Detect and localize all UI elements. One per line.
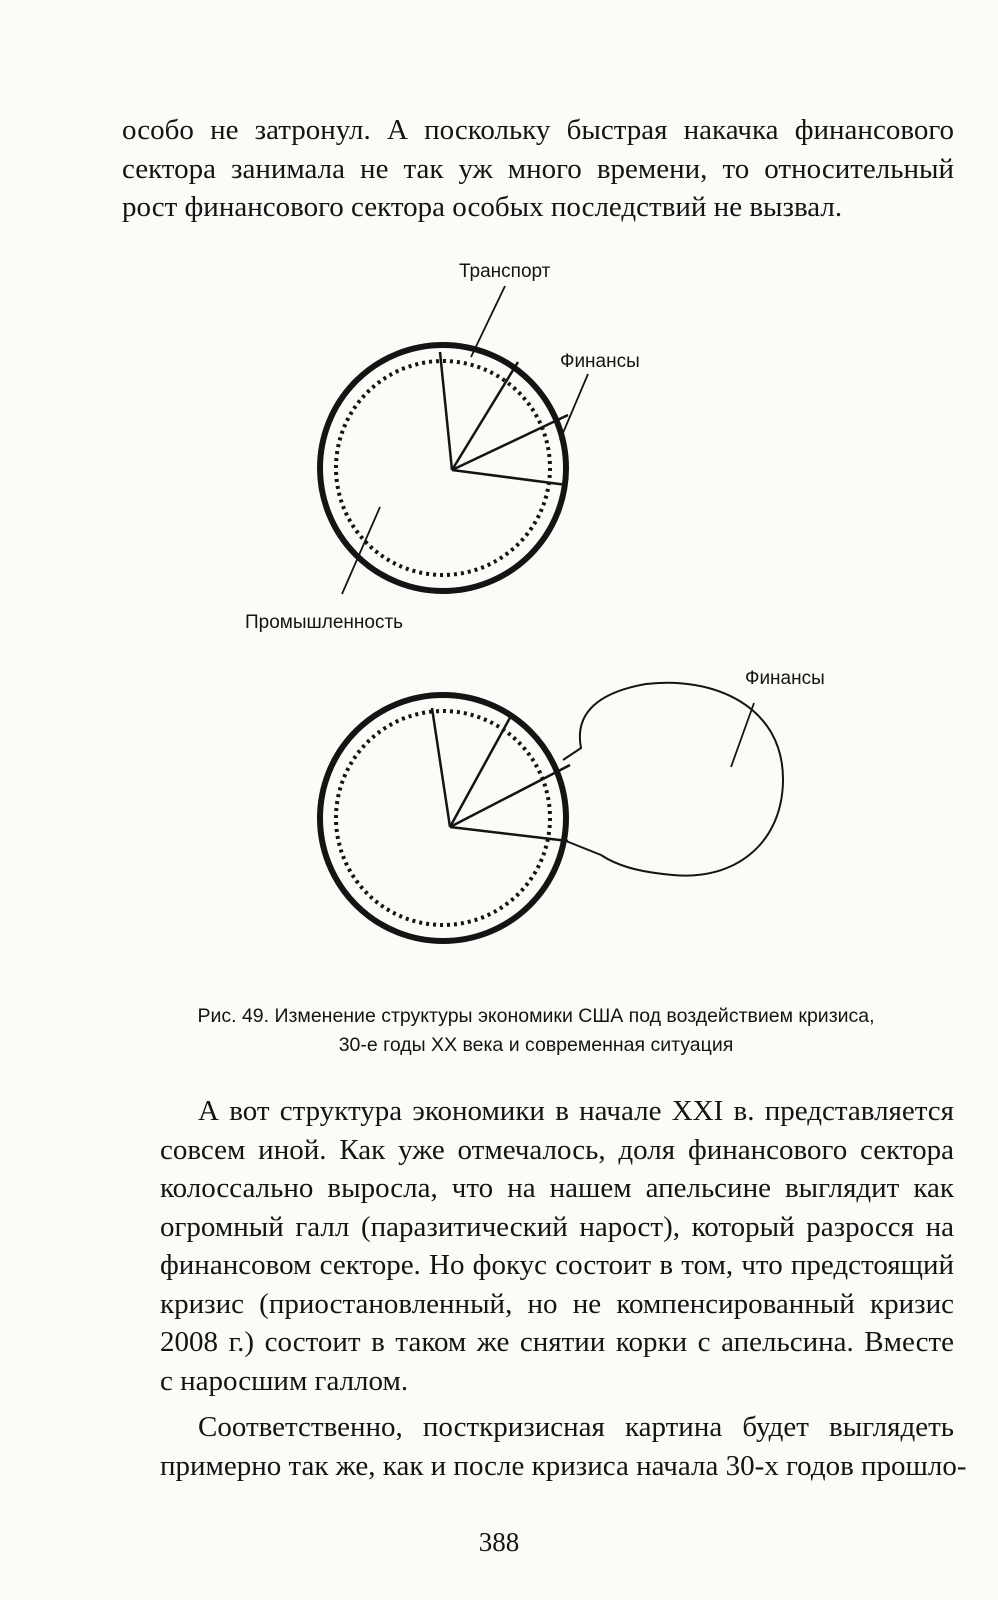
text-line: А вот структура экономики в начале XXI в. представляется [198,1095,954,1127]
text-line: колоссально выросла, что на нашем апельсине выглядит как [160,1172,954,1204]
text-line: финансовом секторе. Но фокус состоит в том, что предстоящий [160,1249,954,1281]
text-line: особо не затронул. А поскольку быстрая накачка финансового [122,114,954,146]
text-line: рост финансового сектора особых последствий не вызвал. [122,191,843,223]
text-line: кризис (приостановленный, но не компенсированный кризис [160,1287,954,1320]
figure-caption [120,1002,952,1060]
text-line: огромный галл (паразитический нарост), который разросся на [160,1210,954,1243]
leader-finance [560,374,588,440]
caption-line: 30-е годы XX века и современная ситуация [338,1034,734,1056]
paragraph-2 [122,1408,967,1485]
diagram-1930s [320,286,588,594]
label-industry: Промышленность [245,612,404,633]
text-line: Соответственно, посткризисная картина будет выглядеть [198,1411,954,1443]
caption-line: Рис. 49. Изменение структуры экономики США под воздействием кризиса, [197,1005,875,1027]
text-line: сектора занимала не так уж много времени, то относительный [122,152,954,185]
page-number: 388 [478,1527,520,1557]
sector-line-transport-left [440,352,452,470]
leader-transport [471,286,505,357]
leader-finance-gall [731,703,754,767]
diagram-modern [320,683,783,941]
text-line: с наросшим галлом. [160,1364,409,1397]
outer-circle [320,695,566,941]
inner-dotted-circle [336,711,550,925]
label-finance: Финансы [560,351,640,372]
sector-line-1 [432,708,450,827]
text-line: совсем иной. Как уже отмечалось, доля финансового сектора [160,1133,954,1166]
label-finance-gall: Финансы [745,668,825,689]
label-transport: Транспорт [459,261,551,282]
text-line: примерно так же, как и после кризиса начала 30-х годов прошло- [160,1449,967,1482]
paragraph-1 [122,1092,954,1400]
text-line: 2008 г.) состоит в таком же снятии корки с апельсина. Вместе [160,1326,954,1358]
